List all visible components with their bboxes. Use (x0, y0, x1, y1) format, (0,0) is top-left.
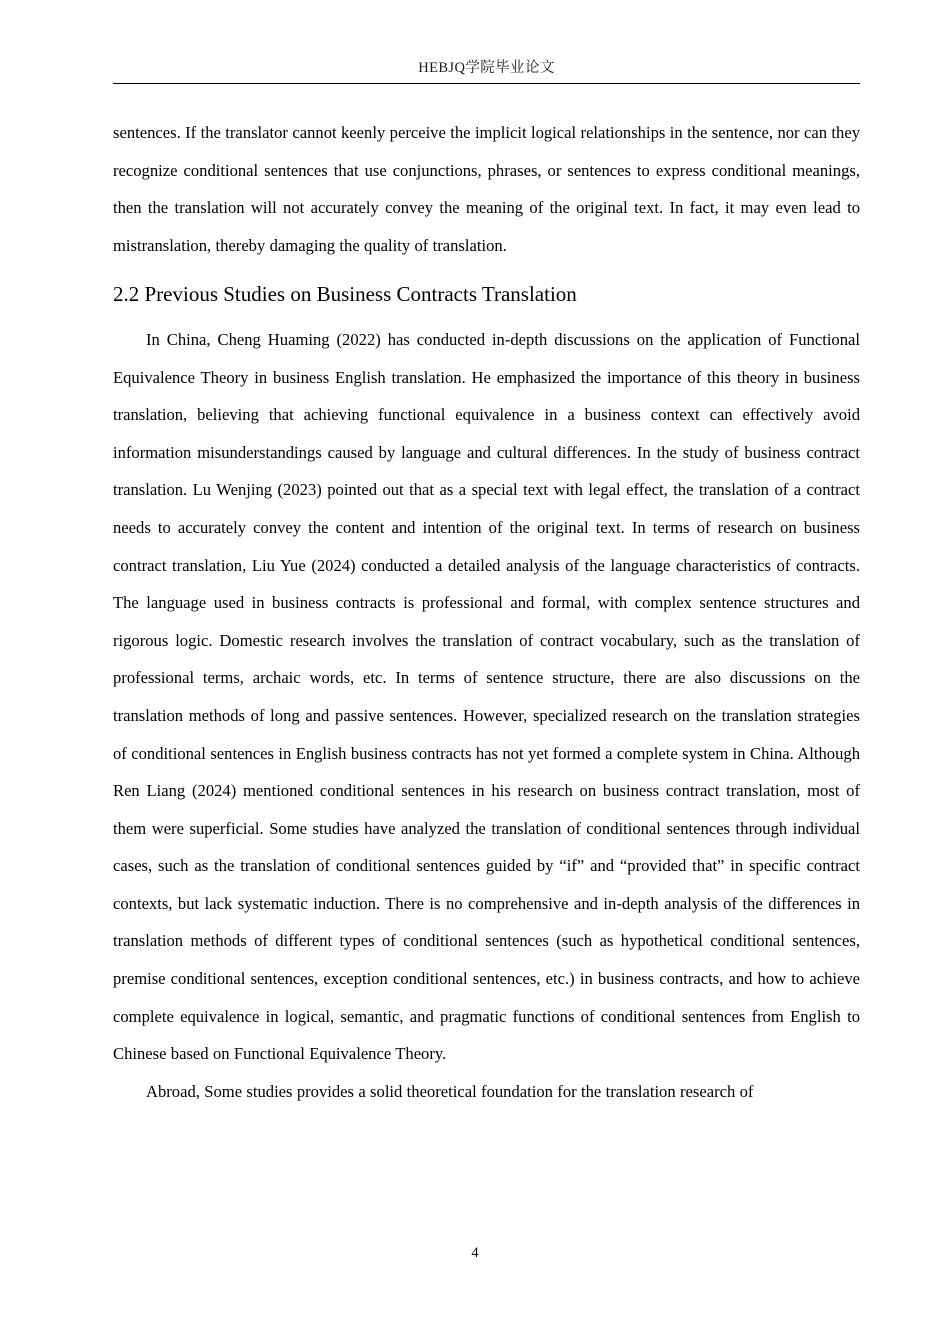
header-divider (113, 83, 860, 84)
document-body (113, 114, 860, 1110)
paragraph-abroad-studies: Abroad, Some studies provides a solid theoretical foundation for the translation research of (146, 1081, 754, 1101)
header-title: HEBJQ学院毕业论文 (418, 60, 555, 76)
page-header (113, 58, 860, 92)
paragraph-continuation: sentences. If the translator cannot keenly perceive the implicit logical relationships in the sentence, nor can they recognize conditional sentences that use conjunctions, phrases, or sentences to express conditional meanings, then the translation will not accurately convey the meaning of the original text. In fact, it may even lead to mistranslation, thereby damaging the quality of translation. (113, 123, 860, 255)
page-number: 4 (471, 1245, 479, 1261)
section-heading-2-2: 2.2 Previous Studies on Business Contracts Translation (113, 282, 577, 307)
paragraph-domestic-studies: In China, Cheng Huaming (2022) has conducted in-depth discussions on the application of Functional Equivalence Theory in business English translation. He emphasized the importance of this theory in business translation, believing that achieving functional equivalence in a business context can effectively avoid information misunderstandings caused by language and cultural differences. In the study of business contract translation. Lu Wenjing (2023) pointed out that as a special text with legal effect, the translation of a contract needs to accurately convey the content and intention of the original text. In terms of research on business contract translation, Liu Yue (2024) conducted a detailed analysis of the language characteristics of contracts. The language used in business contracts is professional and formal, with complex sentence structures and rigorous logic. Domestic research involves the translation of contract vocabulary, such as the translation of professional terms, archaic words, etc. In terms of sentence structure, there are also discussions on the translation methods of long and passive sentences. However, specialized research on the translation strategies of conditional sentences in English business contracts has not yet formed a complete system in China. Although Ren Liang (2024) mentioned conditional sentences in his research on business contract translation, most of them were superficial. Some studies have analyzed the translation of conditional sentences through individual cases, such as the translation of conditional sentences guided by “if” and “provided that” in specific contract contexts, but lack systematic induction. There is no comprehensive and in-depth analysis of the differences in translation methods of different types of conditional sentences (such as hypothetical conditional sentences, premise conditional sentences, exception conditional sentences, etc.) in business contracts, and how to achieve complete equivalence in logical, semantic, and pragmatic functions of conditional sentences from English to Chinese based on Functional Equivalence Theory. (113, 329, 860, 1064)
